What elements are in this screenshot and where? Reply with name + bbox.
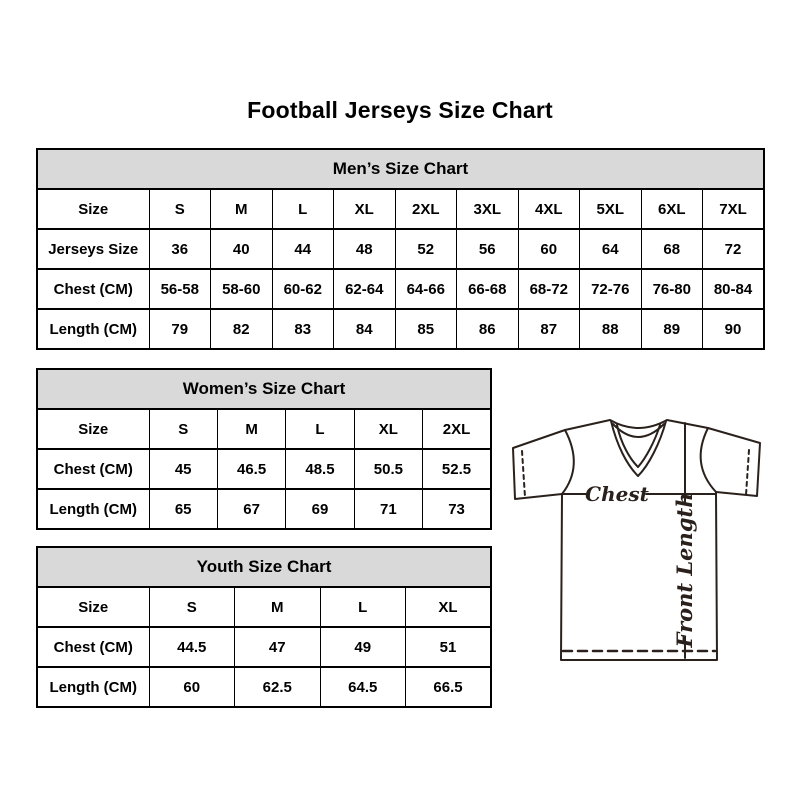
value-cell: M (211, 189, 273, 229)
table-row (37, 489, 491, 529)
value-cell: 2XL (395, 189, 457, 229)
value-cell: 52 (395, 229, 457, 269)
table-title: Men’s Size Chart (37, 149, 764, 189)
value-cell: 69 (286, 489, 354, 529)
value-cell: S (149, 587, 235, 627)
value-cell: XL (354, 409, 422, 449)
value-cell: 56-58 (149, 269, 211, 309)
value-cell: 85 (395, 309, 457, 349)
value-cell: 73 (423, 489, 491, 529)
value-cell: 72 (703, 229, 765, 269)
table-row (37, 309, 764, 349)
jersey-outline (513, 420, 760, 660)
table-row (37, 587, 491, 627)
value-cell: S (149, 409, 217, 449)
value-cell: 65 (149, 489, 217, 529)
row-header-cell: Size (37, 587, 149, 627)
value-cell: L (286, 409, 354, 449)
row-header-cell: Size (37, 189, 149, 229)
row-header-cell: Jerseys Size (37, 229, 149, 269)
value-cell: 40 (211, 229, 273, 269)
value-cell: 46.5 (217, 449, 285, 489)
value-cell: 2XL (423, 409, 491, 449)
row-header-cell: Length (CM) (37, 309, 149, 349)
table-row (37, 409, 491, 449)
value-cell: 80-84 (703, 269, 765, 309)
value-cell: XL (334, 189, 396, 229)
value-cell: 68-72 (518, 269, 580, 309)
jersey-measurement-diagram (500, 396, 785, 688)
value-cell: 68 (641, 229, 703, 269)
row-header-cell: Chest (CM) (37, 449, 149, 489)
value-cell: 45 (149, 449, 217, 489)
value-cell: 72-76 (580, 269, 642, 309)
row-header-cell: Size (37, 409, 149, 449)
value-cell: M (217, 409, 285, 449)
value-cell: 49 (320, 627, 406, 667)
row-header-cell: Chest (CM) (37, 269, 149, 309)
value-cell: 82 (211, 309, 273, 349)
value-cell: XL (406, 587, 492, 627)
value-cell: 89 (641, 309, 703, 349)
value-cell: 88 (580, 309, 642, 349)
value-cell: 48 (334, 229, 396, 269)
value-cell: 7XL (703, 189, 765, 229)
table-row (37, 229, 764, 269)
value-cell: 48.5 (286, 449, 354, 489)
value-cell: 76-80 (641, 269, 703, 309)
value-cell: 36 (149, 229, 211, 269)
value-cell: 56 (457, 229, 519, 269)
value-cell: L (320, 587, 406, 627)
value-cell: 64.5 (320, 667, 406, 707)
value-cell: 50.5 (354, 449, 422, 489)
table-row (37, 667, 491, 707)
value-cell: 84 (334, 309, 396, 349)
table-row (37, 627, 491, 667)
table-row (37, 189, 764, 229)
value-cell: L (272, 189, 334, 229)
value-cell: 62-64 (334, 269, 396, 309)
value-cell: 5XL (580, 189, 642, 229)
womens-size-table (36, 368, 492, 530)
row-header-cell: Length (CM) (37, 667, 149, 707)
value-cell: S (149, 189, 211, 229)
value-cell: 60-62 (272, 269, 334, 309)
value-cell: 6XL (641, 189, 703, 229)
value-cell: 60 (149, 667, 235, 707)
value-cell: 62.5 (235, 667, 321, 707)
value-cell: 64 (580, 229, 642, 269)
value-cell: 3XL (457, 189, 519, 229)
value-cell: 44.5 (149, 627, 235, 667)
value-cell: 79 (149, 309, 211, 349)
youth-size-table (36, 546, 492, 708)
value-cell: 87 (518, 309, 580, 349)
value-cell: 86 (457, 309, 519, 349)
value-cell: 66.5 (406, 667, 492, 707)
table-row (37, 269, 764, 309)
value-cell: 64-66 (395, 269, 457, 309)
chest-label: Chest (585, 482, 649, 506)
value-cell: 60 (518, 229, 580, 269)
value-cell: 4XL (518, 189, 580, 229)
value-cell: 66-68 (457, 269, 519, 309)
value-cell: 90 (703, 309, 765, 349)
row-header-cell: Length (CM) (37, 489, 149, 529)
value-cell: 47 (235, 627, 321, 667)
value-cell: 67 (217, 489, 285, 529)
row-header-cell: Chest (CM) (37, 627, 149, 667)
table-title: Women’s Size Chart (37, 369, 491, 409)
table-title: Youth Size Chart (37, 547, 491, 587)
value-cell: 71 (354, 489, 422, 529)
front-length-label: Front Length (672, 492, 697, 648)
value-cell: 51 (406, 627, 492, 667)
value-cell: M (235, 587, 321, 627)
value-cell: 58-60 (211, 269, 273, 309)
jersey-icon (500, 396, 785, 688)
value-cell: 52.5 (423, 449, 491, 489)
mens-size-table (36, 148, 765, 350)
table-row (37, 449, 491, 489)
value-cell: 44 (272, 229, 334, 269)
page-title: Football Jerseys Size Chart (247, 97, 553, 123)
value-cell: 83 (272, 309, 334, 349)
